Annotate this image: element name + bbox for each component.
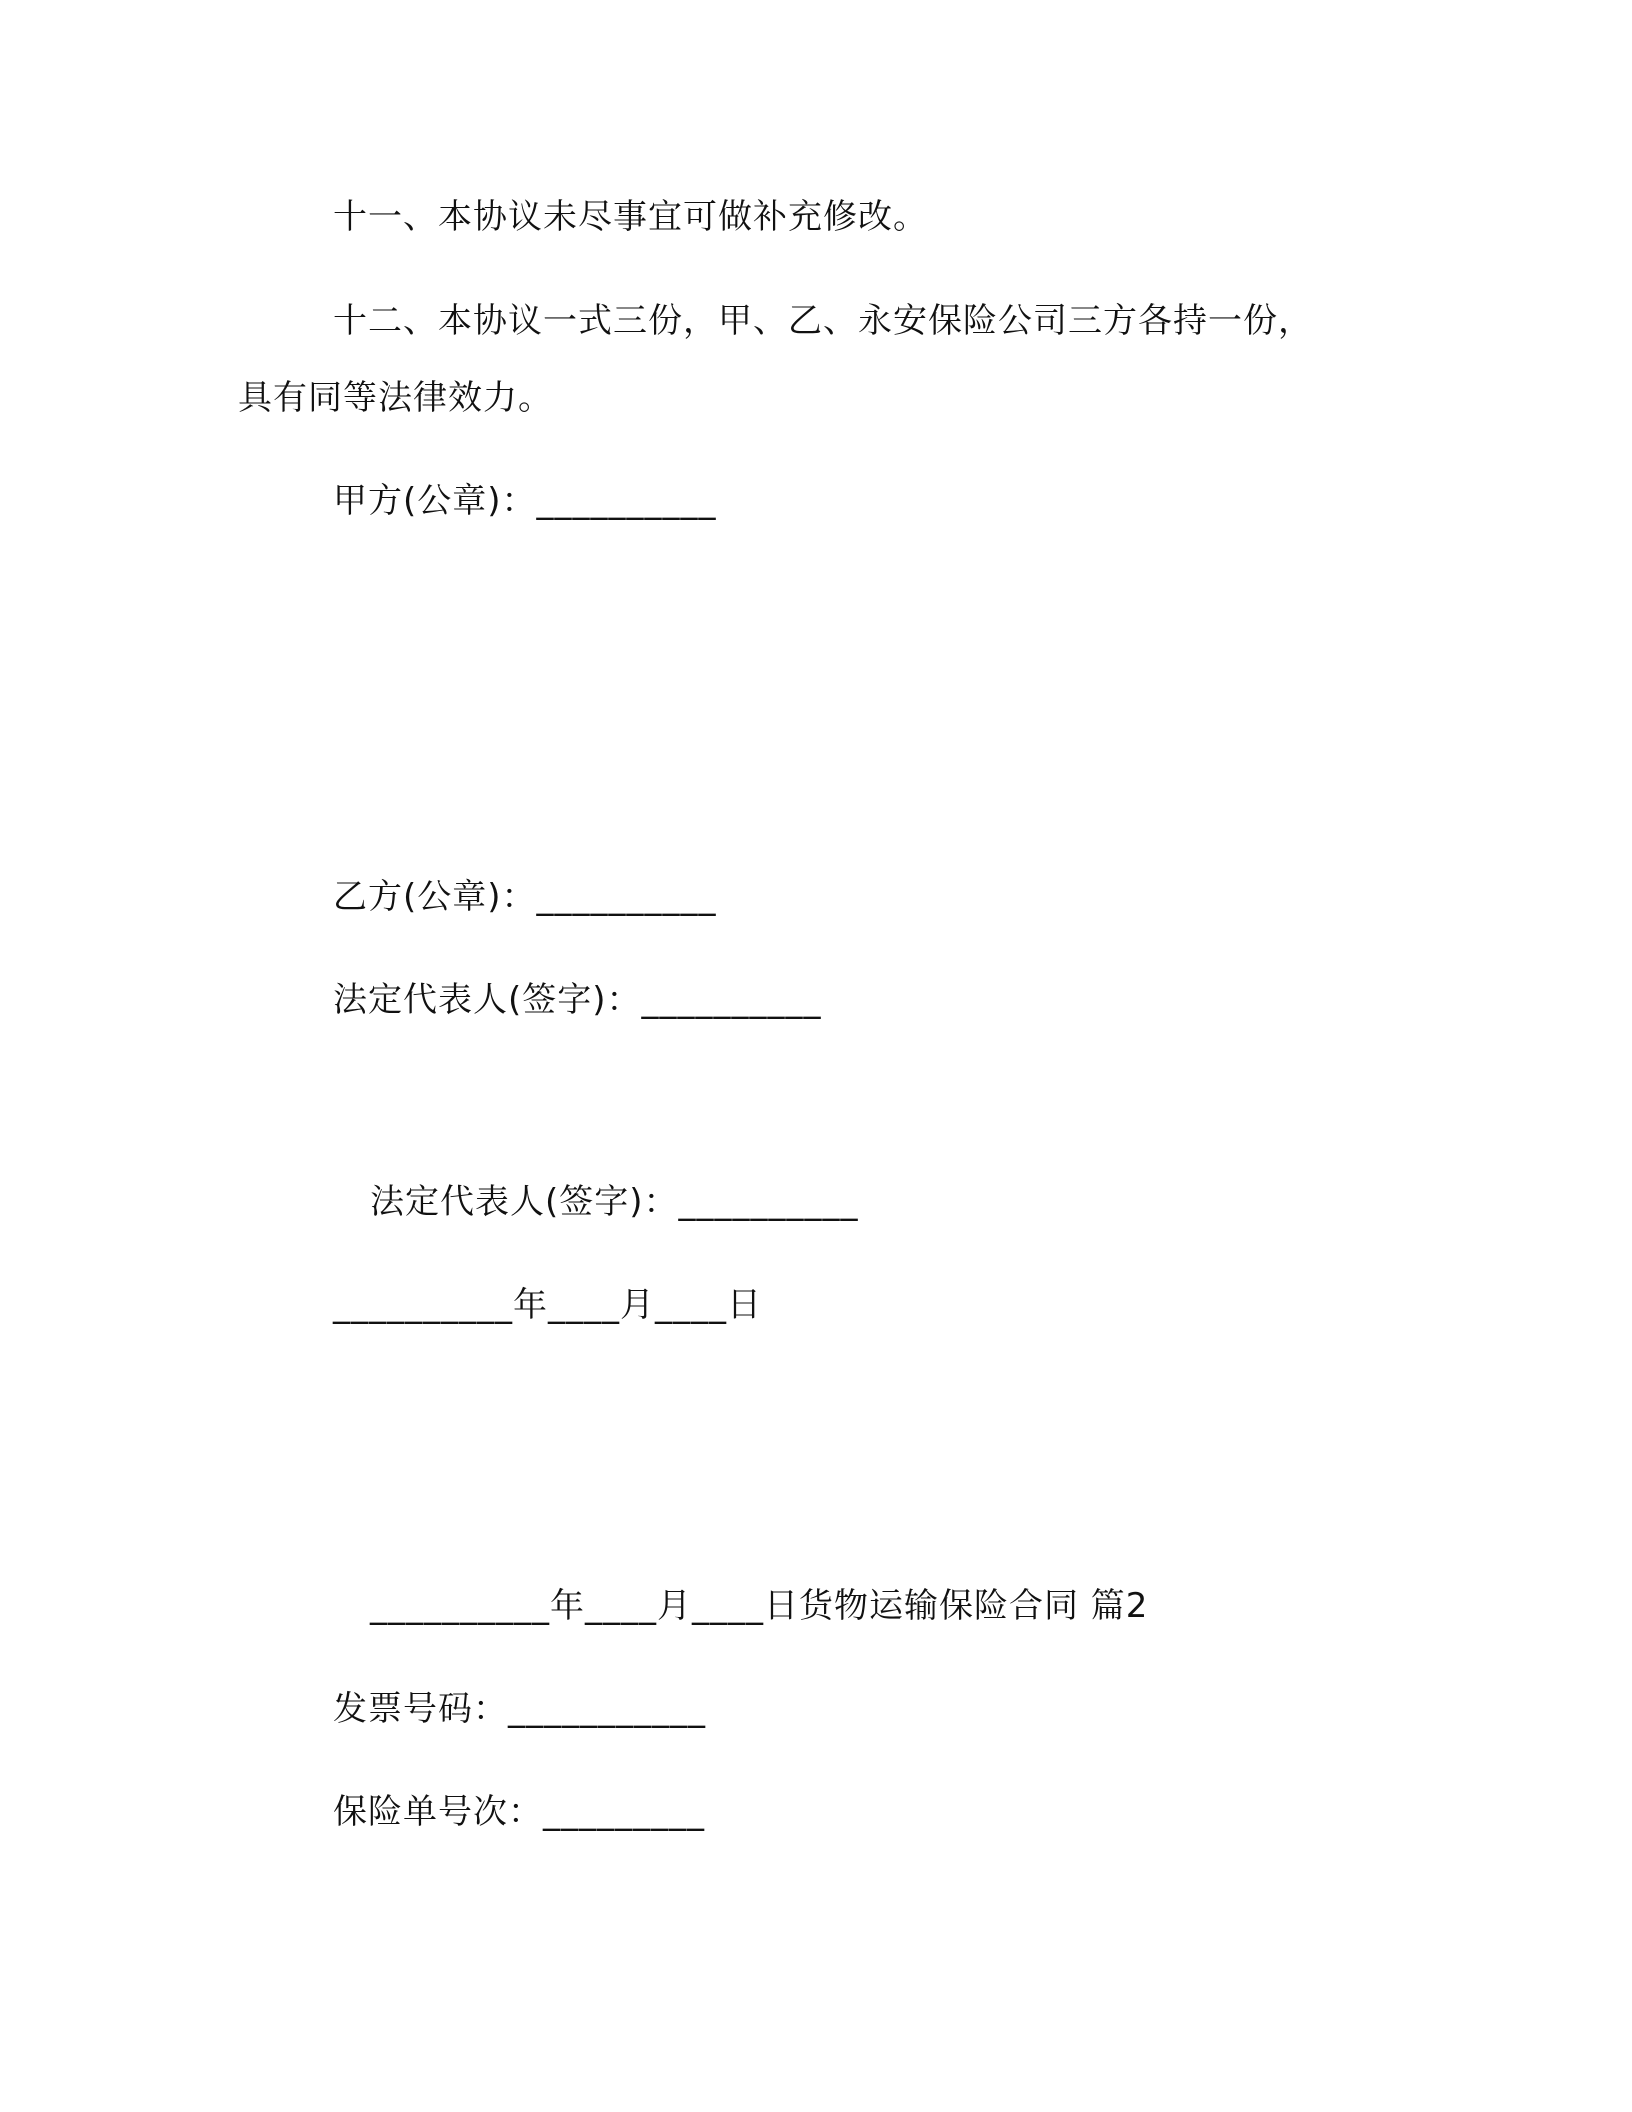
clause-11-text: 十一、本协议未尽事宜可做补充修改。 <box>333 197 928 237</box>
party-b-seal-field: 乙方(公章)：__________ <box>333 877 717 917</box>
date-field: __________年____月____日 <box>333 1285 762 1325</box>
clause-12-text-line1: 十二、本协议一式三份，甲、乙、永安保险公司三方各持一份， <box>333 301 1313 341</box>
legal-representative-signature-field: 法定代表人(签字)：__________ <box>370 1182 859 1222</box>
policy-number-field: 保险单号次：_________ <box>333 1792 705 1832</box>
section-heading: __________年____月____日货物运输保险合同 篇2 <box>370 1586 1149 1626</box>
clause-12-text-line2: 具有同等法律效力。 <box>238 378 553 418</box>
invoice-number-field: 发票号码：___________ <box>333 1689 706 1729</box>
party-a-seal-field: 甲方(公章)：__________ <box>333 481 717 521</box>
legal-representative-signature-field: 法定代表人(签字)：__________ <box>333 980 822 1020</box>
